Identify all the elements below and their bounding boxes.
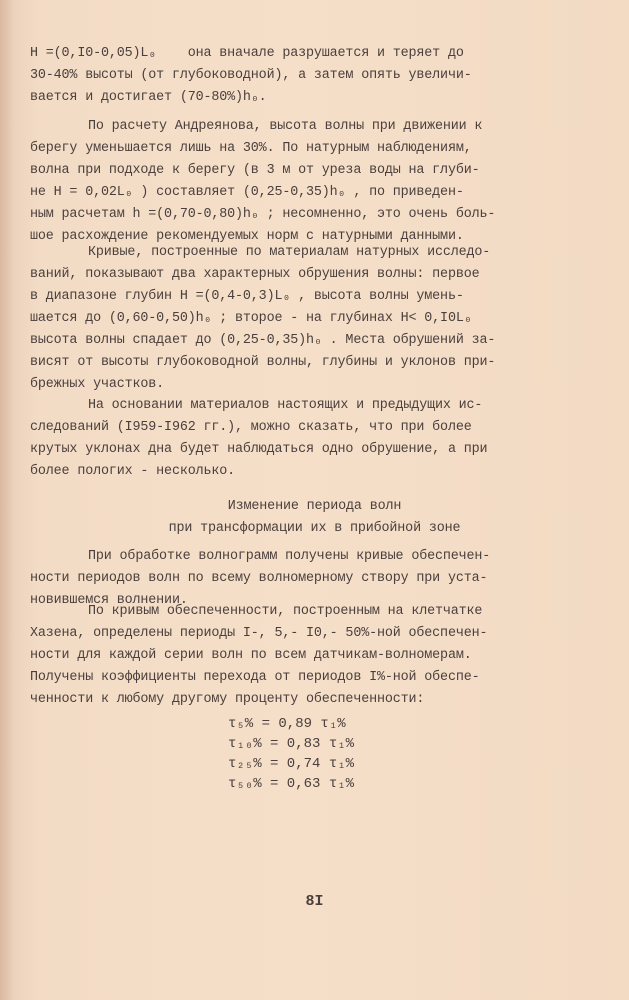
text-line: ным расчетам h =(0,70-0,80)h₀ ; несомненно, это очень боль- [30, 207, 496, 222]
text-line: ваний, показывают два характерных обрушения волны: первое [30, 267, 480, 282]
text-line: более пологих - несколько. [30, 464, 236, 479]
text-line: висят от высоты глубоководной волны, глубины и уклонов при- [30, 355, 496, 370]
text-line: Хазена, определены периоды I-, 5,- I0,- 50%-ной обеспечен- [30, 626, 488, 641]
text-line: новившемся волнении. [30, 593, 188, 608]
text-line: следований (I959-I962 гг.), можно сказать, что при более [30, 420, 472, 435]
page-number: 8I [305, 893, 324, 910]
text-line: ченности к любому другому проценту обеспеченности: [30, 692, 425, 707]
text-line: По расчету Андреянова, высота волны при движении к [88, 119, 483, 134]
text-line: крутых уклонах дна будет наблюдаться одно обрушение, а при [30, 442, 488, 457]
text-line: берегу уменьшается лишь на 30%. По натурным наблюдениям, [30, 141, 472, 156]
text-line: 30-40% высоты (от глубоководной), а затем опять увеличи- [30, 68, 472, 83]
text-line: не Н = 0,02L₀ ) составляет (0,25-0,35)h₀ , по приведен- [30, 185, 464, 200]
text-line: шое расхождение рекомендуемых норм с натурными данными. [30, 229, 464, 244]
formula: τ₅% = 0,89 τ₁% [228, 716, 346, 732]
text-line: вается и достигает (70-80%)h₀. [30, 90, 267, 105]
text-line: Н =(0,I0-0,05)L₀ она вначале разрушается и теряет до [30, 46, 464, 61]
text-line: шается до (0,60-0,50)h₀ ; второе - на глубинах Н< 0,I0L₀ [30, 311, 472, 326]
section-heading: Изменение периода волн [227, 499, 402, 514]
formula: τ₂₅% = 0,74 τ₁% [228, 756, 355, 772]
text-line: высота волны спадает до (0,25-0,35)h₀ . Места обрушений за- [30, 333, 496, 348]
text-line: ности периодов волн по всему волномерному створу при уста- [30, 571, 488, 586]
text-line: в диапазоне глубин Н =(0,4-0,3)L₀ , высота волны умень- [30, 289, 464, 304]
section-heading: при трансформации их в прибойной зоне [168, 521, 461, 536]
text-line: На основании материалов настоящих и предыдущих ис- [88, 398, 483, 413]
text-line: Кривые, построенные по материалам натурных исследо- [88, 245, 491, 260]
text-line: ности для каждой серии волн по всем датчикам-волномерам. [30, 648, 472, 663]
text-line: Получены коэффициенты перехода от периодов I%-ной обеспе- [30, 670, 480, 685]
text-line: брежных участков. [30, 377, 165, 392]
formula: τ₁₀% = 0,83 τ₁% [228, 736, 355, 752]
text-line: волна при подходе к берегу (в 3 м от уреза воды на глуби- [30, 163, 480, 178]
text-line: При обработке волнограмм получены кривые обеспечен- [88, 549, 491, 564]
formula: τ₅₀% = 0,63 τ₁% [228, 776, 355, 792]
text-line: По кривым обеспеченности, построенным на клетчатке [88, 604, 483, 619]
